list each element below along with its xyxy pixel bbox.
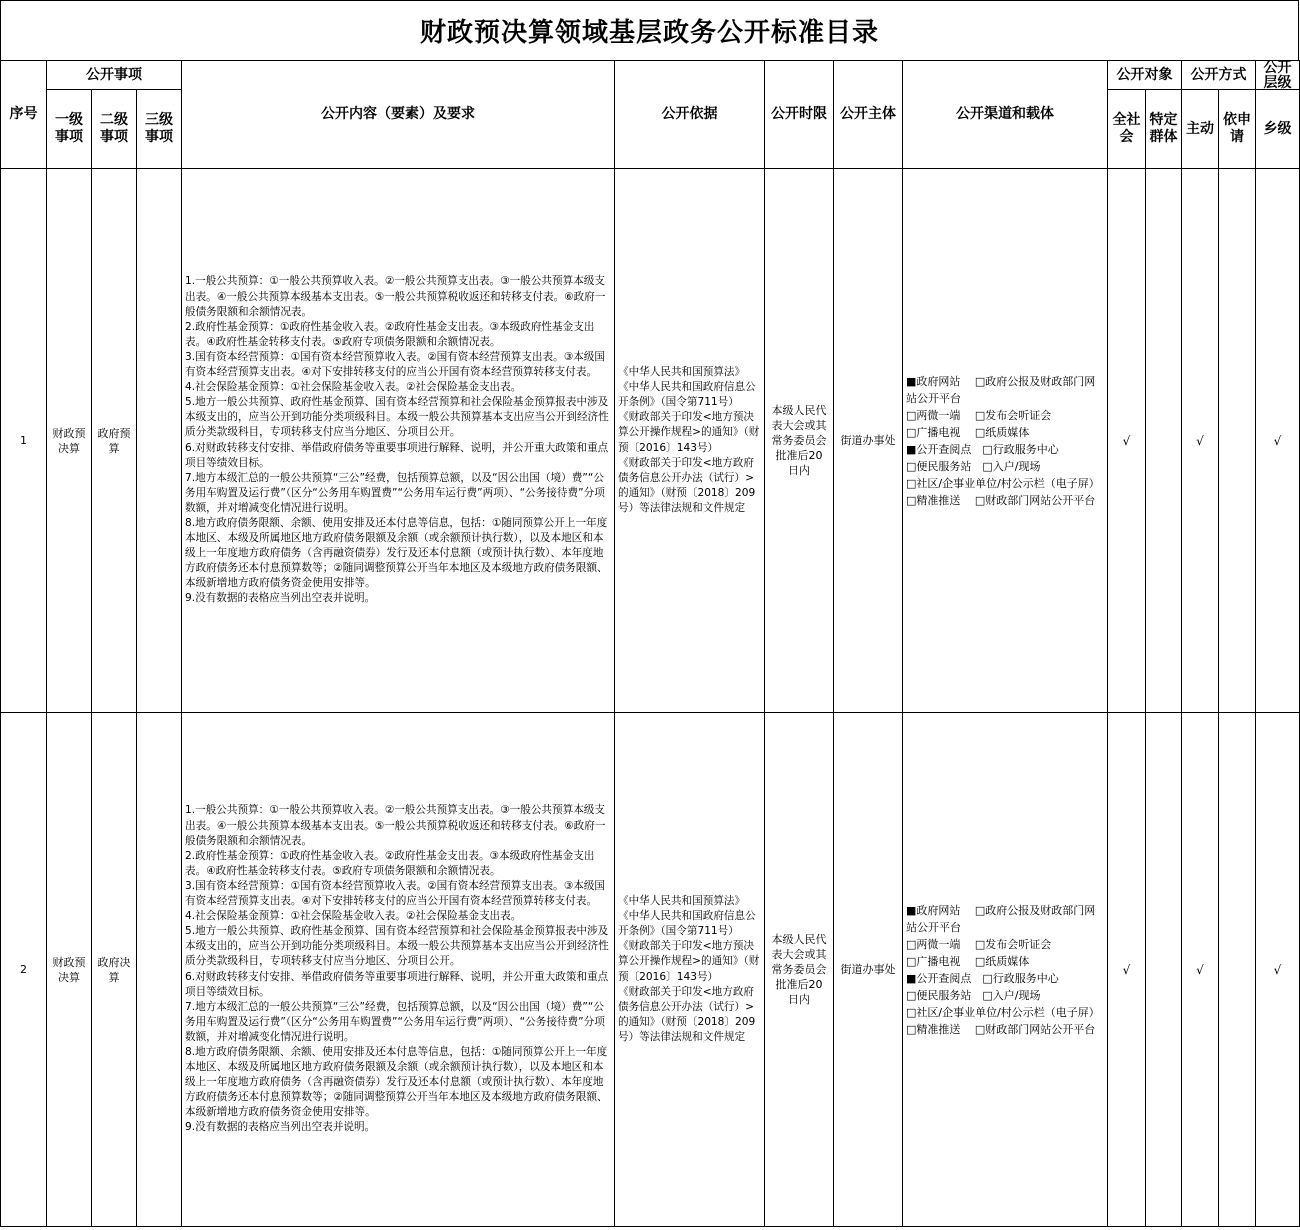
table-row [1, 713, 1300, 1227]
row-level2: 政府预 算 [92, 169, 137, 713]
row-content: 1.一般公共预算：①一般公共预算收入表。②一般公共预算支出表。③一般公共预算本级支出表。④一般公共预算本级基本支出表。⑤一般公共预算税收返还和转移支付表。⑥政府一般债务限额和余额情况表。 2.政府性基金预算：①政府性基金收入表。②政府性基金支出表。③本级政府性基金支出表。④政府性基金转移支付表。⑤政府专项债务限额和余额情况表。 3.国有资本经营预算：①国有资本经营预算收入表。②国有资本经营预算支出表。③本级国有资本经营预算支出表。④对下安排转移支付的应当公开国有资本经营预算转移支付表。 4.社会保险基金预算：①社会保险基金收入表。②社会保险基金支出表。 5.地方一般公共预算、政府性基金预算、国有资本经营预算和社会保险基金预算报表中涉及本级支出的，应当公开到功能分类项级科目。本级一般公共预算基本支出应当公开到经济性质分类款级科目，专项转移支付应当分地区、分项目公开。 6.对财政转移支付安排、举借政府债务等重要事项进行解释、说明，并公开重大政策和重点项目等绩效目标。 7.地方本级汇总的一般公共预算“三公”经费，包括预算总额，以及“因公出国（境）费”“公务用车购置及运行费”（区分“公务用车购置费”“公务用车运行费”两项）、“公务接待费”分项数额，并对增减变化情况进行说明。 8.地方政府债务限额、余额、使用安排及还本付息等信息，包括：①随同预算公开上一年度本地区、本级及所属地区地方政府债务限额及余额（或余额预计执行数），以及本地区和本级上一年度地方政府债务（含再融资债券）发行及还本付息额（或预计执行数）、本年度地方政府债务还本付息预算数等；②随同调整预算公开当年本地区及本级地方政府债务限额、本级新增地方政府债务资金使用安排等。 9.没有数据的表格应当列出空表并说明。 [182, 169, 615, 713]
header-level3: 三级 事项 [137, 90, 182, 169]
row-method-active-check: √ [1182, 169, 1219, 713]
header-items-group: 公开事项 [47, 61, 182, 90]
row-basis: 《中华人民共和国预算法》 《中华人民共和国政府信息公开条例》（国令第711号） 《财政部关于印发<地方预决算公开操作规程>的通知》（财预〔2016〕143号） 《财政部关于印发<地方政府债务信息公开办法（试行）>的通知》（财预〔2018〕209号）等法律法规和文件规定 [615, 713, 765, 1227]
header-object-all: 全社 会 [1108, 90, 1146, 169]
row-level1: 财政预 决算 [47, 169, 92, 713]
header-method-active: 主动 [1182, 90, 1219, 169]
row-seq: 1 [1, 169, 47, 713]
header-object-group: 公开对象 [1108, 61, 1182, 90]
row-channels: ■政府网站 □政府公报及财政部门网站公开平台 □两微一端 □发布会听证会 □广播电视 □纸质媒体 ■公开查阅点 □行政服务中心 □便民服务站 □入户/现场 □社区/企事业单位/村公示栏（电子屏） □精准推送 □财政部门网站公开平台 [903, 169, 1108, 713]
header-subject: 公开主体 [834, 61, 903, 169]
header-row-top [1, 61, 1300, 90]
row-level3 [137, 169, 182, 713]
row-subject: 街道办事处 [834, 713, 903, 1227]
row-object-all-check: √ [1108, 169, 1146, 713]
row-method-apply-check [1219, 169, 1256, 713]
header-method-apply: 依申 请 [1219, 90, 1256, 169]
header-level1: 一级 事项 [47, 90, 92, 169]
page-title: 财政预决算领域基层政务公开标准目录 [0, 0, 1299, 60]
table-row [1, 169, 1300, 713]
row-object-all-check: √ [1108, 713, 1146, 1227]
row-method-active-check: √ [1182, 713, 1219, 1227]
row-time-limit: 本级人民代表大会或其常务委员会批准后20日内 [765, 169, 834, 713]
row-channels: ■政府网站 □政府公报及财政部门网站公开平台 □两微一端 □发布会听证会 □广播电视 □纸质媒体 ■公开查阅点 □行政服务中心 □便民服务站 □入户/现场 □社区/企事业单位/村公示栏（电子屏） □精准推送 □财政部门网站公开平台 [903, 713, 1108, 1227]
header-level-group-text: 公开 层级 [1263, 60, 1292, 91]
row-level1: 财政预 决算 [47, 713, 92, 1227]
row-level-township-check: √ [1256, 713, 1300, 1227]
header-seq: 序号 [1, 61, 47, 169]
header-method-group: 公开方式 [1182, 61, 1256, 90]
row-time-limit: 本级人民代表大会或其常务委员会批准后20日内 [765, 713, 834, 1227]
header-level-township: 乡级 [1256, 90, 1300, 169]
header-level2: 二级 事项 [92, 90, 137, 169]
catalog-table [0, 60, 1300, 1227]
row-subject: 街道办事处 [834, 169, 903, 713]
row-object-specific-check [1146, 713, 1182, 1227]
header-time-limit: 公开时限 [765, 61, 834, 169]
header-level-group [1256, 61, 1300, 90]
row-level3 [137, 713, 182, 1227]
header-object-specific: 特定 群体 [1146, 90, 1182, 169]
row-basis: 《中华人民共和国预算法》 《中华人民共和国政府信息公开条例》（国令第711号） 《财政部关于印发<地方预决算公开操作规程>的通知》（财预〔2016〕143号） 《财政部关于印发<地方政府债务信息公开办法（试行）>的通知》（财预〔2018〕209号）等法律法规和文件规定 [615, 169, 765, 713]
row-method-apply-check [1219, 713, 1256, 1227]
header-content: 公开内容（要素）及要求 [182, 61, 615, 169]
row-seq: 2 [1, 713, 47, 1227]
header-channels: 公开渠道和载体 [903, 61, 1108, 169]
row-content: 1.一般公共预算：①一般公共预算收入表。②一般公共预算支出表。③一般公共预算本级支出表。④一般公共预算本级基本支出表。⑤一般公共预算税收返还和转移支付表。⑥政府一般债务限额和余额情况表。 2.政府性基金预算：①政府性基金收入表。②政府性基金支出表。③本级政府性基金支出表。④政府性基金转移支付表。⑤政府专项债务限额和余额情况表。 3.国有资本经营预算：①国有资本经营预算收入表。②国有资本经营预算支出表。③本级国有资本经营预算支出表。④对下安排转移支付的应当公开国有资本经营预算转移支付表。 4.社会保险基金预算：①社会保险基金收入表。②社会保险基金支出表。 5.地方一般公共预算、政府性基金预算、国有资本经营预算和社会保险基金预算报表中涉及本级支出的，应当公开到功能分类项级科目。本级一般公共预算基本支出应当公开到经济性质分类款级科目，专项转移支付应当分地区、分项目公开。 6.对财政转移支付安排、举借政府债务等重要事项进行解释、说明，并公开重大政策和重点项目等绩效目标。 7.地方本级汇总的一般公共预算“三公”经费，包括预算总额，以及“因公出国（境）费”“公务用车购置及运行费”（区分“公务用车购置费”“公务用车运行费”两项）、“公务接待费”分项数额，并对增减变化情况进行说明。 8.地方政府债务限额、余额、使用安排及还本付息等信息，包括：①随同预算公开上一年度本地区、本级及所属地区地方政府债务限额及余额（或余额预计执行数），以及本地区和本级上一年度地方政府债务（含再融资债券）发行及还本付息额（或预计执行数）、本年度地方政府债务还本付息预算数等；②随同调整预算公开当年本地区及本级地方政府债务限额、本级新增地方政府债务资金使用安排等。 9.没有数据的表格应当列出空表并说明。 [182, 713, 615, 1227]
row-level-township-check: √ [1256, 169, 1300, 713]
row-object-specific-check [1146, 169, 1182, 713]
header-basis: 公开依据 [615, 61, 765, 169]
row-level2: 政府决 算 [92, 713, 137, 1227]
